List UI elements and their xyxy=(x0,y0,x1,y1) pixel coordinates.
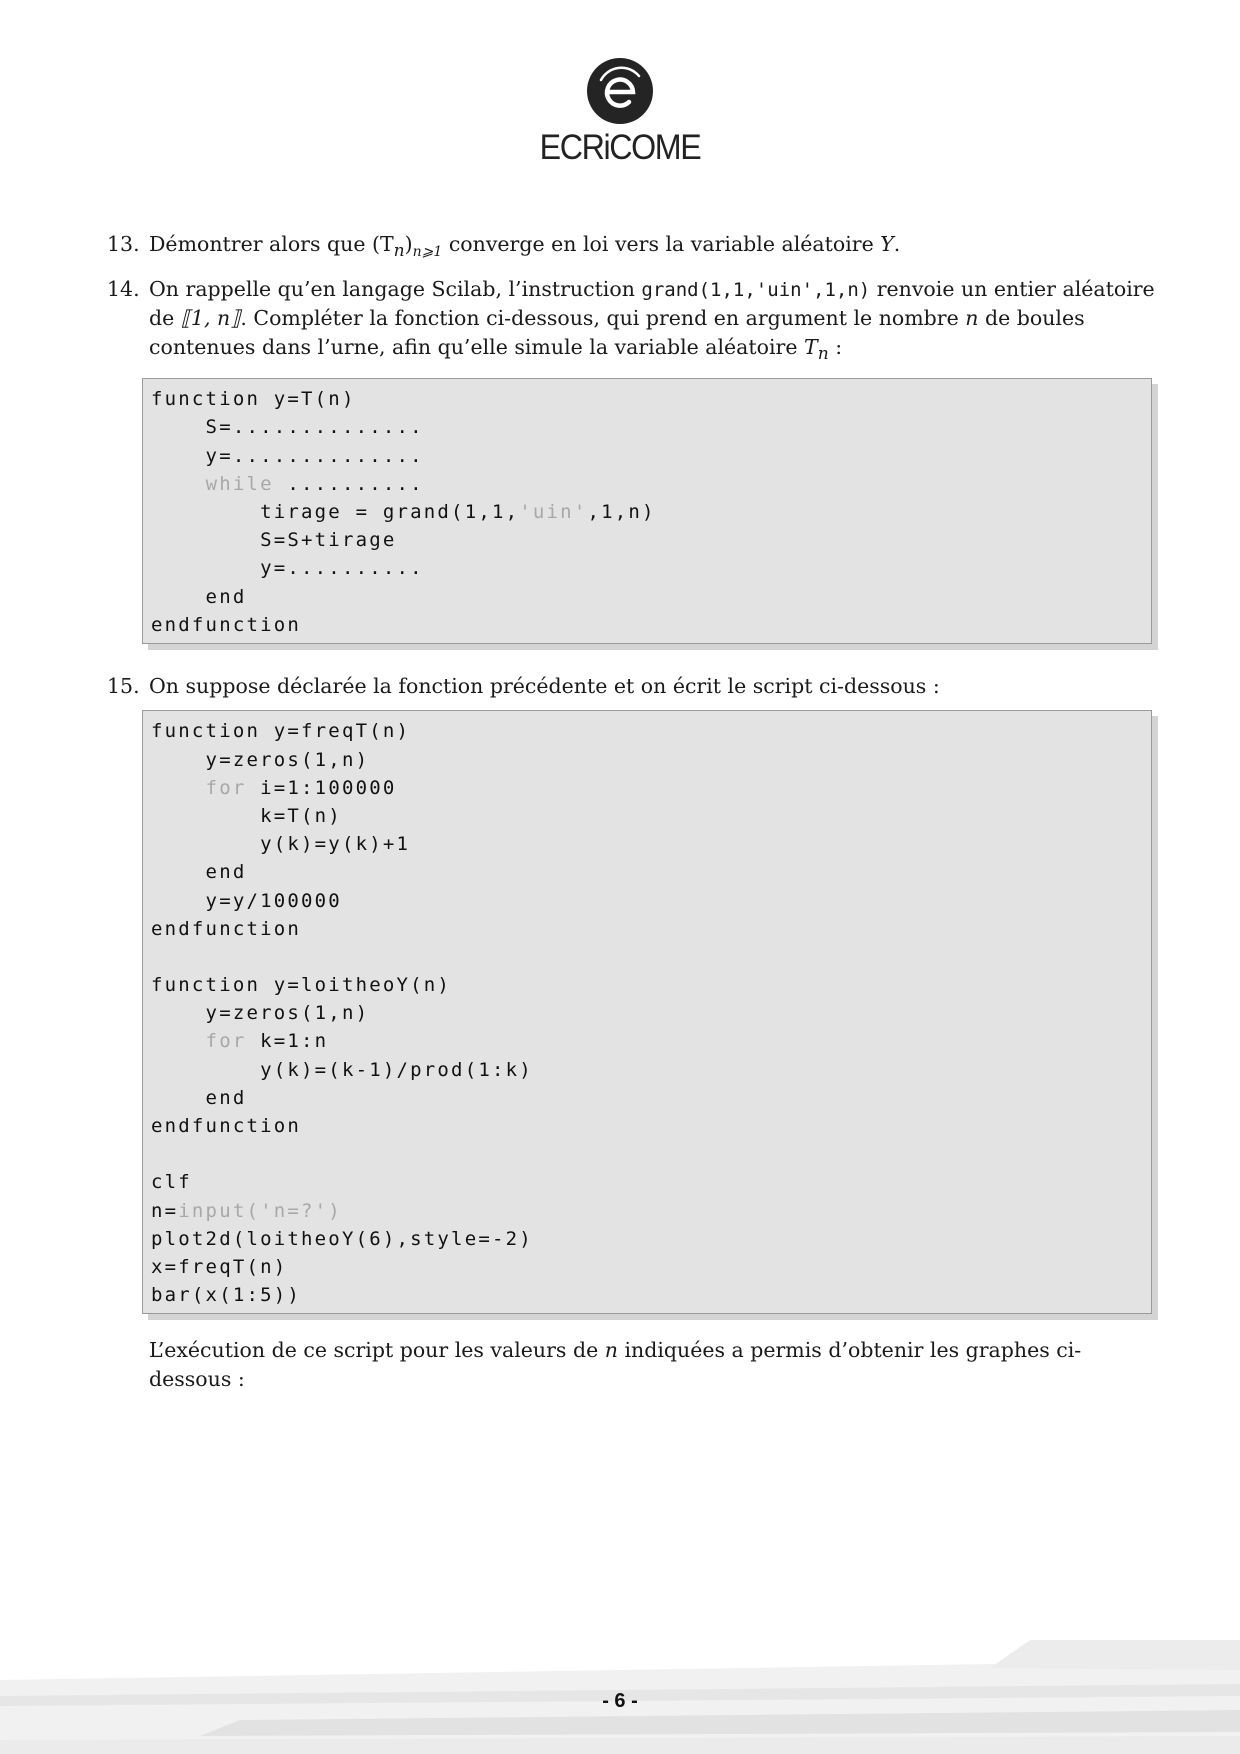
code-line: end xyxy=(151,585,247,608)
code-line xyxy=(151,943,1143,971)
code-line: y=y/100000 xyxy=(151,889,342,912)
code-line xyxy=(151,1140,1143,1168)
code-line: function y=freqT(n) xyxy=(151,720,411,743)
math-var: n xyxy=(965,306,979,331)
code-line: endfunction xyxy=(151,1115,302,1137)
code-line: n=input('n=?') xyxy=(151,1199,342,1222)
question-number: 14. xyxy=(107,276,140,301)
code-line: function y=T(n) xyxy=(151,388,356,411)
code-line: for i=1:100000 xyxy=(205,776,397,799)
code-line: function y=loitheoY(n) xyxy=(151,974,452,997)
code-line: tirage = grand(1,1,'uin',1,n) xyxy=(151,500,656,523)
question-number: 13. xyxy=(107,232,140,256)
code-line: k=T(n) xyxy=(151,804,342,827)
text: Démontrer alors que xyxy=(149,232,372,256)
code-line: end xyxy=(151,1086,247,1109)
code-line: end xyxy=(151,861,247,884)
math-sequence: $(T_n)_{n⩾1}$ xyxy=(371,232,443,262)
page-number: - 6 - xyxy=(602,1690,638,1712)
ecricome-e-icon xyxy=(587,58,653,124)
question-number: 15. xyxy=(107,673,140,698)
inline-code: grand(1,1,'uin',1,n) xyxy=(641,278,871,301)
question-13: 13. Démontrer alors que $(T_n)_{n⩾1}$ converge en loi vers la variable aléatoire Y. xyxy=(107,232,901,262)
code-line: y=zeros(1,n) xyxy=(151,748,370,771)
code-line: y=zeros(1,n) xyxy=(151,1002,370,1025)
code-line: endfunction xyxy=(151,917,302,940)
text: On rappelle qu’en langage Scilab, l’instruction xyxy=(149,276,642,301)
page-content xyxy=(107,230,1157,1393)
question-15 xyxy=(107,672,1157,701)
text: renvoie un entier aléatoire de xyxy=(149,276,1155,331)
question-14: 14. On rappelle qu’en langage Scilab, l’instruction grand(1,1,'uin',1,n) renvoie un entier aléatoire de ⟦1, n⟧. Compléter la fonction ci-dessous, qui prend en argument le nombre n de boules contenues dans l’urne, afin qu’elle simule la variable aléatoire $T_n$ : xyxy=(107,276,1155,364)
code-block-T xyxy=(142,378,1152,644)
code-line: y(k)=y(k)+1 xyxy=(151,833,411,856)
code-line: y=.......... xyxy=(151,557,424,580)
logo-text: ECRiCOME xyxy=(539,128,701,167)
math-var: Y xyxy=(880,232,894,256)
code-line: while .......... xyxy=(205,472,424,495)
ecricome-logo xyxy=(0,58,1240,168)
code-line: for k=1:n xyxy=(205,1030,329,1053)
code-line: x=freqT(n) xyxy=(151,1255,288,1278)
text: de boules contenues dans l’urne, afin qu’elle simule la variable aléatoire xyxy=(149,306,1085,359)
code-line: clf xyxy=(151,1171,192,1194)
code-line: S=S+tirage xyxy=(151,529,397,552)
code-line: bar(x(1:5)) xyxy=(151,1284,302,1307)
math-var: T xyxy=(804,334,818,359)
code-line: plot2d(loitheoY(6),style=-2) xyxy=(151,1227,533,1250)
code-line: y(k)=(k-1)/prod(1:k) xyxy=(151,1058,533,1081)
text: converge en loi vers la variable aléatoire xyxy=(442,232,881,256)
paragraph-after-script: L’exécution de ce script pour les valeurs de n indiquées a permis d’obtenir les graphes ci-dessous : xyxy=(149,1338,1082,1391)
text: . Compléter la fonction ci-dessous, qui prend en argument le nombre xyxy=(240,306,966,331)
math-interval: ⟦1, n⟧ xyxy=(180,306,241,331)
math-var: n xyxy=(604,1338,618,1363)
text: On suppose déclarée la fonction précédente et on écrit le script ci-dessous : xyxy=(149,673,940,698)
code-line: y=.............. xyxy=(151,444,424,467)
code-line: endfunction xyxy=(151,613,302,636)
code-block-script xyxy=(142,710,1152,1314)
code-line: S=.............. xyxy=(151,416,424,439)
